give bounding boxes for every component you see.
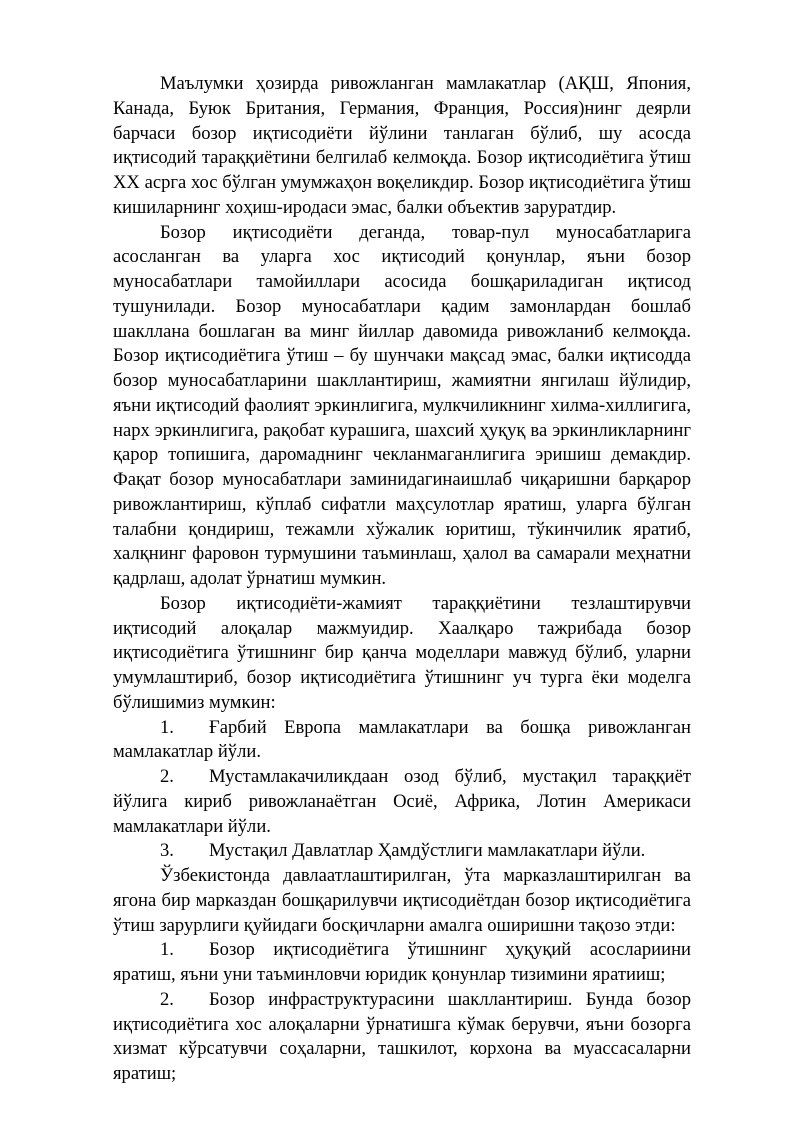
list-item-text: Бозор иқтисодиётига ўтишнинг ҳуқуқий асослариини яратиш, яъни уни таъминловчи юридик қонунлар тизимини яратииш; — [113, 939, 691, 985]
list-item-text: Бозор инфраструктурасини шакллантириш. Бунда бозор иқтисодиётига хос алоқаларни ўрнатишга кўмак берувчи, яъни бозорга хизмат кўрсатувчи соҳаларни, ташкилот, корхона ва муассасаларни яратиш; — [113, 988, 691, 1084]
list-item-text: Ғарбий Европа мамлакатлари ва бошқа ривожланган мамлакатлар йўли. — [113, 716, 691, 763]
list-item-stage-1 — [113, 938, 691, 988]
list-item-number: 1. — [160, 716, 174, 738]
list-item-model-3 — [113, 839, 691, 864]
list-item-model-2 — [113, 765, 691, 839]
paragraph-transition-models: Бозор иқтисодиёти-жамият тараққиётини тезлаштирувчи иқтисодий алоқалар мажмуидир. Хаалқаро тажрибада бозор иқтисодиётига ўтишнинг бир қанча моделлари мавжуд бўлиб, уларни умумлаштириб, бозор иқтисодиётига ўтишнинг уч турга ёки моделга бўлишимиз мумкин: — [113, 592, 691, 713]
paragraph-intro: Маълумки ҳозирда ривожланган мамлакатлар (АҚШ, Япония, Канада, Буюк Британия, Германия, Франция, Россия)нинг деярли барчаси бозор иқтисодиёти йўлини танлаган бўлиб, шу асосда иқтисодий тараққиётини белгилаб келмоқда. Бозор иқтисодиётига ўтиш XX асрга хос бўлган умумжаҳон воқеликдир. Бозор иқтисодиётига ўтиш кишиларнинг хоҳиш-иродаси эмас, балки объектив заруратдир. — [113, 73, 691, 218]
list-item-number: 2. — [160, 988, 174, 1010]
list-item-stage-2 — [113, 988, 691, 1087]
list-item-text: Мустақил Давлатлар Ҳамдўстлиги мамлакатлари йўли. — [209, 840, 646, 862]
list-item-number: 3. — [160, 840, 174, 862]
list-item-number: 1. — [160, 939, 174, 961]
list-item-number: 2. — [160, 766, 174, 787]
list-item-model-1 — [113, 716, 691, 766]
paragraph-uzbekistan-stages: Ўзбекистонда давлаатлаштирилган, ўта марказлаштирилган ва ягона бир марказдан бошқарилувчи иқтисодиётдан бозор иқтисодиётига ўтиш зарурлиги қуйидаги босқичларни амалга оширишни тақозо этди: — [113, 865, 691, 936]
paragraph-market-economy-definition: Бозор иқтисодиёти деганда, товар-пул муносабатларига асосланган ва уларга хос иқтисодий қонунлар, яъни бозор муносабатлари тамойиллари асосида бошқариладиган иқтисод тушунилади. Бозор муносабатлари қадим замонлардан бошлаб шакллана бошлаган ва минг йиллар давомида ривожланиб келмоқда. Бозор иқтисодиётига ўтиш – бу шунчаки мақсад эмас, балки иқтисодда бозор муносабатларини шакллантириш, жамиятни янгилаш йўлидир, яъни иқтисодий фаолият эркинлигига, мулкчиликнинг хилма-хиллигига, нарх эркинлигига, рақобат курашига, шахсий ҳуқуқ ва эркинликларнинг қарор топишига, даромаднинг чекланмаганлигига эришиш демакдир. Фақат бозор муносабатлари заминидагинаишлаб чиқаришни барқарор ривожлантириш, кўплаб сифатли маҳсулотлар яратиш, уларга бўлган талабни қондириш, тежамли хўжалик юритиш, тўкинчилик яратиб, халқнинг фаровон турмушини таъминлаш, ҳалол ва самарали меҳнатни қадрлаш, адолат ўрнатиш мумкин. — [113, 221, 691, 589]
list-item-text: Мустамлакачиликдаан озод бўлиб, мустақил тараққиёт йўлига кириб ривожланаётган Осиё, Африка, Лотин Америкаси мамлакатлари йўли. — [113, 766, 691, 837]
document-body — [113, 72, 691, 1087]
